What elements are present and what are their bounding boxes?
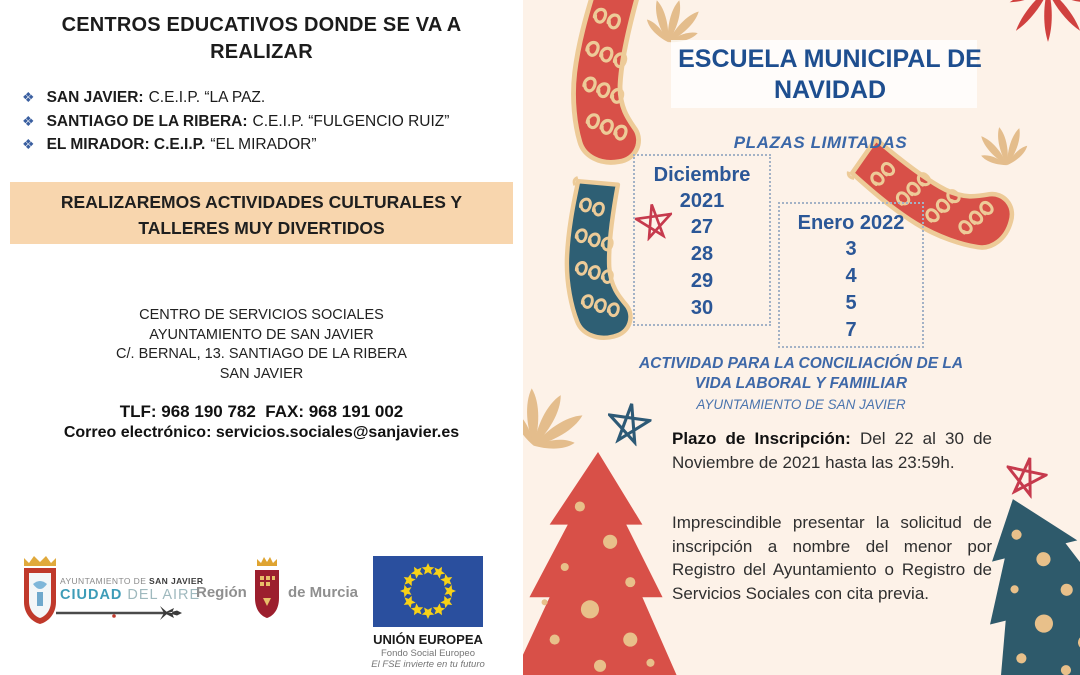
list-item [22,133,512,157]
red-tree-icon [523,446,681,675]
diamond-bullet-icon: ❖ [22,136,35,152]
sanjavier-logo-line1: AYUNTAMIENTO DE SAN JAVIER [60,576,204,586]
december-day: 30 [690,297,714,319]
registration-note-paragraph: Imprescindible presentar la solicitud de inscripción a nombre del menor por Registro del Ayuntamiento o Registro de Servicios Sociales con cita previa. [672,513,992,603]
eu-logo-title: UNIÓN EUROPEA [373,632,483,647]
murcia-shield-icon [252,554,282,620]
eu-logo-subtitle1: Fondo Social Europeo [380,648,475,659]
center-value: C.E.I.P. “LA PAZ. [148,89,266,106]
sanjavier-shield-icon [20,554,60,626]
page-title: CENTROS EDUCATIVOS DONDE SE VA A REALIZAR [61,14,462,63]
centers-list [22,86,512,157]
left-page [0,0,523,675]
activity-subtitle: AYUNTAMIENTO DE SAN JAVIER [696,397,906,412]
murcia-logo [196,552,359,632]
january-day: 4 [845,265,857,287]
diamond-bullet-icon: ❖ [22,89,35,105]
center-label: EL MIRADOR: C.E.I.P. [46,136,206,153]
activity-line2: VIDA LABORAL Y FAMIILIAR [694,375,908,392]
december-day: 27 [690,216,714,238]
january-box-title: Enero 2022 [797,212,905,234]
phone-fax-line: TLF: 968 190 782 FAX: 968 191 002 [119,402,404,421]
activity-heading [581,354,1021,414]
january-day: 7 [845,319,857,341]
center-label: SAN JAVIER: [46,89,144,106]
january-day: 5 [845,292,857,314]
registration-period-text: Del 22 al 30 de Noviembre de 2021 hasta las 23:59h. [672,429,992,472]
january-dates-box [778,202,924,348]
teal-stocking-icon [534,152,648,375]
right-page [523,0,1080,675]
email-line: Correo electrónico: servicios.sociales@sanjavier.es [63,424,460,441]
activity-line1: ACTIVIDAD PARA LA CONCILIACIÓN DE LA [638,355,964,372]
center-value: “EL MIRADOR” [210,136,317,153]
registration-period-paragraph [672,427,992,474]
diamond-bullet-icon: ❖ [22,112,35,129]
eu-logo-subtitle2: El FSE invierte en tu futuro [371,659,485,670]
address-line: CENTRO DE SERVICIOS SOCIALES [139,307,384,323]
limited-places-note: PLAZAS LIMITADAS [733,133,908,152]
registration-period-label: Plazo de Inscripción: [672,429,851,448]
murcia-logo-text-left: Región [196,584,247,601]
december-dates-box [633,154,771,326]
murcia-logo-text-right: de Murcia [288,584,359,601]
address-block [0,306,523,384]
january-day: 3 [845,238,857,260]
center-value: C.E.I.P. “FULGENCIO RUIZ” [252,112,450,130]
december-day: 28 [690,243,714,265]
event-title: ESCUELA MUNICIPAL DE NAVIDAD [678,45,982,105]
eu-flag-icon [373,556,483,627]
center-label: SANTIAGO DE LA RIBERA: [46,112,248,130]
december-box-title: Diciembre 2021 [653,164,751,212]
list-item [22,86,512,110]
plane-icon [56,604,184,622]
december-day: 29 [690,270,714,292]
address-line: C/. BERNAL, 13. SANTIAGO DE LA RIBERA [116,346,407,362]
eu-logo [360,556,496,674]
sanjavier-logo-line2: CIUDAD DEL AIRE [60,587,201,603]
list-item [22,110,512,134]
address-line: AYUNTAMIENTO DE SAN JAVIER [149,326,374,343]
address-line: SAN JAVIER [219,365,304,382]
activities-banner: REALIZAREMOS ACTIVIDADES CULTURALES Y TALLERES MUY DIVERTIDOS [10,182,513,244]
sanjavier-logo [8,552,204,642]
